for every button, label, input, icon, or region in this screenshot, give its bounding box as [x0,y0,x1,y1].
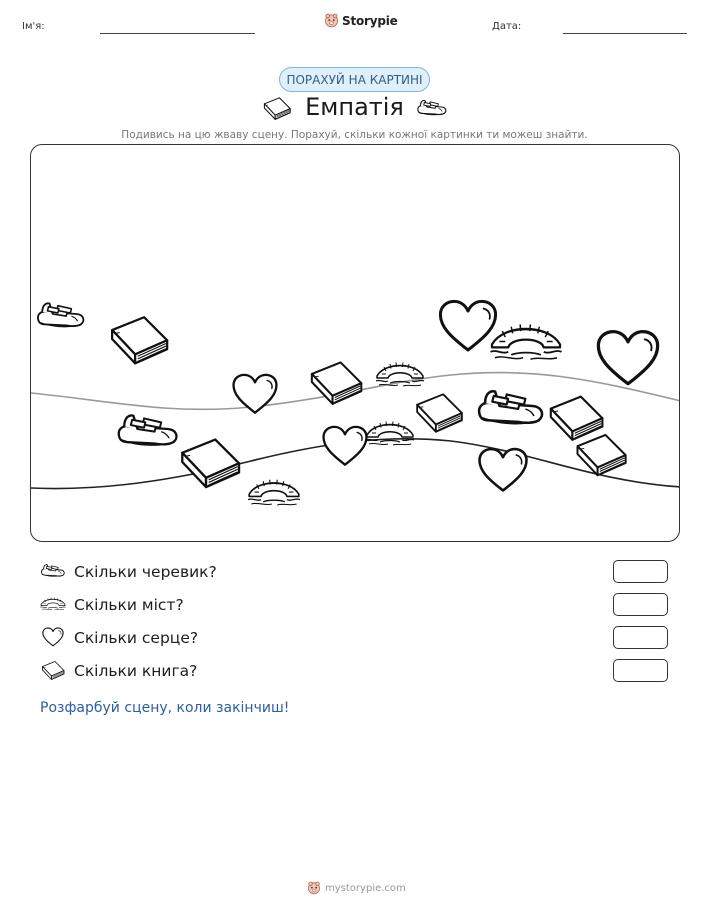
date-field-line[interactable] [563,33,687,34]
heart-icon [321,425,369,467]
answer-box-shoes[interactable] [613,560,668,583]
book-icon [107,313,171,365]
sandal-icon [35,295,87,333]
picture-scene [30,144,680,542]
coloring-note: Розфарбуй сцену, коли закінчиш! [40,700,290,716]
bridge-icon [40,594,66,612]
page-title: Емпатія [305,93,404,121]
book-icon [413,391,465,433]
heart-icon [42,627,64,647]
bridge-icon [489,317,563,363]
book-icon [177,435,243,489]
sandal-icon [40,561,66,579]
brand-name: Storypie [342,13,398,28]
sandal-icon [416,96,448,118]
question-row-hearts [40,626,670,652]
question-row-shoes [40,560,670,586]
book-icon [573,431,629,477]
bridge-icon [247,473,301,509]
answer-box-hearts[interactable] [613,626,668,649]
storypie-mascot-icon [324,13,339,28]
book-icon [40,660,66,680]
instructions: Подивись на цю жваву сцену. Порахуй, скільки кожної картинки ти можеш знайти. [121,129,588,141]
footer [307,881,406,895]
footer-url: mystorypie.com [325,882,406,894]
sandal-icon [475,381,547,431]
book-icon [307,359,365,405]
heart-icon [595,329,661,387]
sandal-icon [115,407,181,451]
question-text: Скільки серце? [74,629,199,647]
name-field-line[interactable] [100,33,255,34]
question-row-books [40,659,670,685]
question-text: Скільки книга? [74,662,198,680]
bridge-icon [375,357,425,389]
heart-icon [477,447,529,493]
question-row-bridges [40,593,670,619]
storypie-mascot-icon [307,881,321,895]
bridge-icon [365,415,415,449]
answer-box-books[interactable] [613,659,668,682]
question-text: Скільки черевик? [74,563,217,581]
date-label: Дата: [492,21,522,32]
brand-logo [324,13,398,28]
answer-box-bridges[interactable] [613,593,668,616]
heart-icon [231,373,279,415]
question-text: Скільки міст? [74,596,184,614]
activity-badge: ПОРАХУЙ НА КАРТИНІ [279,67,430,92]
name-label: Ім'я: [22,21,45,32]
